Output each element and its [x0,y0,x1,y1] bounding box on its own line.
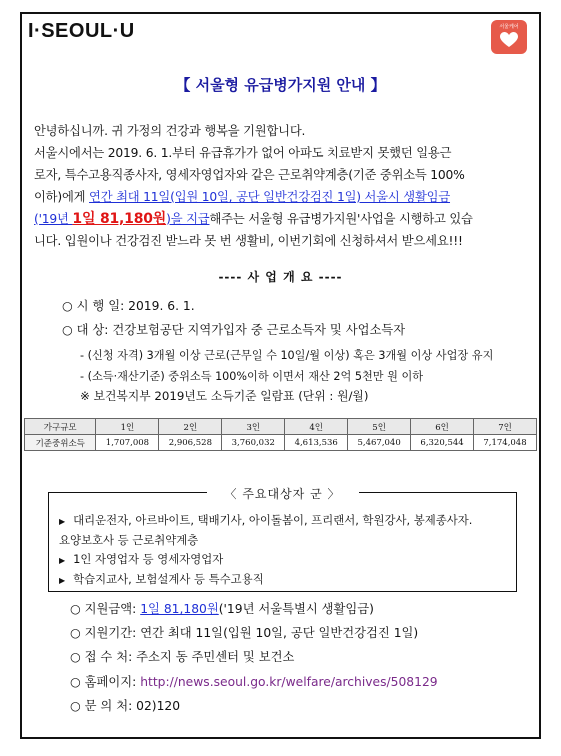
table-cell: 1,707,008 [96,435,159,451]
table-cell: 5,467,040 [348,435,411,451]
overview-heading: ---- 사 업 개 요 ---- [218,270,343,284]
list-item: ▶ 대리운전자, 아르바이트, 택배기사, 아이돌봄이, 프리랜서, 학원강사, 봉제종사자. [59,513,473,527]
table-row-label: 기준중위소득 [25,435,96,451]
care-badge-label: 서울케어 [499,24,519,30]
income-standard-table [24,418,537,451]
target-groups-box [48,487,517,592]
daily-amount-highlight: 1일 81,180원 [72,211,167,227]
seoul-logo: I·SEOUL·U [28,20,135,42]
table-header-cell: 가구규모 [25,419,96,435]
table-header-cell: 1인 [96,419,159,435]
table-cell: 4,613,536 [285,435,348,451]
intro-line: 서울시에서는 2019. 6. 1.부터 유급휴가가 없어 아파도 치료받지 못했던 일용근 [34,146,452,160]
intro-line [34,208,532,230]
table-header-cell: 5인 [348,419,411,435]
support-amount: ○ 지원금액: 1일 81,180원('19년 서울특별시 생활임금) [70,602,374,616]
intro-paragraph [34,120,532,252]
triangle-right-icon: ▶ [59,576,66,585]
support-amount-value: 1일 81,180원 [140,602,219,616]
homepage: ○ 홈페이지: http://news.seoul.go.kr/welfare/archives/508129 [70,674,438,689]
intro-text: 해주는 서울형 유급병가지원'사업을 시행하고 있습 [209,212,473,226]
eligibility-item: - (소득·재산기준) 중위소득 100%이하 이면서 재산 2억 5천만 원 이하 [80,370,424,383]
table-cell: 7,174,048 [474,435,537,451]
income-table-notice: ※ 보건복지부 2019년도 소득기준 일람표 (단위 : 원/월) [80,389,369,403]
list-item: 요양보호사 등 근로취약계층 [59,533,199,547]
benefit-highlight: 연간 최대 11일(입원 10일, 공단 일반건강검진 1일) 서울시 생활임금 [89,190,451,204]
table-cell: 3,760,032 [222,435,285,451]
seoul-care-badge [491,20,527,54]
intro-line: 안녕하십니까. 귀 가정의 건강과 행복을 기원합니다. [34,124,306,138]
table-header-cell: 2인 [159,419,222,435]
benefit-highlight: )을 지급 [166,212,210,226]
table-header-cell: 3인 [222,419,285,435]
contact-number: ○ 문 의 처: 02)120 [70,698,181,713]
support-details [70,597,438,718]
table-header-row [25,419,537,435]
overview-date: ○ 시 행 일: 2019. 6. 1. [62,299,195,313]
table-cell: 6,320,544 [411,435,474,451]
support-period: ○ 지원기간: 연간 최대 11일(입원 10일, 공단 일반건강검진 1일) [70,626,419,641]
table-row [25,435,537,451]
target-groups-title: 〈 주요대상자 군 〉 [207,487,359,501]
overview-list [62,294,405,342]
eligibility-list [80,345,493,387]
triangle-right-icon: ▶ [59,517,66,526]
heart-icon [500,32,518,48]
table-cell: 2,906,528 [159,435,222,451]
benefit-highlight: ('19년 [34,212,73,226]
intro-line [34,186,532,208]
intro-line: 니다. 입원이나 건강검진 받느라 못 번 생활비, 이번기회에 신청하셔서 받으세요!!! [34,234,463,248]
homepage-link[interactable]: http://news.seoul.go.kr/welfare/archives/508129 [140,674,438,689]
list-item: ▶ 1인 자영업자 등 영세자영업자 [59,552,224,566]
list-item: ▶ 학습지교사, 보험설계사 등 특수고용직 [59,572,264,586]
eligibility-item: - (신청 자격) 3개월 이상 근로(근무일 수 10일/월 이상) 혹은 3개월 이상 사업장 유지 [80,349,494,362]
intro-line: 로자, 특수고용직종사자, 영세자영업자와 같은 근로취약계층(기준 중위소득 100% [34,168,465,182]
overview-target: ○ 대 상: 건강보험공단 지역가입자 중 근로소득자 및 사업소득자 [62,323,406,337]
table-header-cell: 6인 [411,419,474,435]
target-groups-list [59,511,472,590]
intro-text: 이하)에게 [34,190,90,204]
application-office: ○ 접 수 처: 주소지 동 주민센터 및 보건소 [70,650,295,665]
table-header-cell: 4인 [285,419,348,435]
page-title: 【 서울형 유급병가지원 안내 】 [175,76,386,94]
triangle-right-icon: ▶ [59,556,66,565]
table-header-cell: 7인 [474,419,537,435]
